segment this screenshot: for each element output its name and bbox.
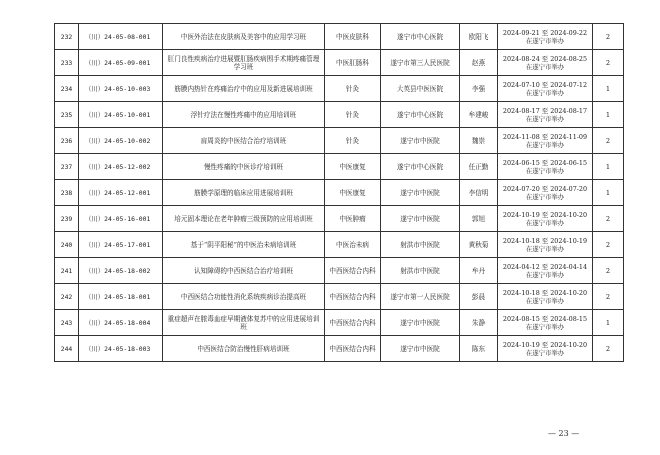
course-code: （川）24-05-18-004 — [79, 310, 163, 336]
course-name: 重症超声在脓毒血症早期液体复苏中的应用进展培训班 — [163, 310, 325, 336]
responsible-person: 郭旭 — [460, 206, 498, 232]
department: 中西医结合内科 — [325, 310, 381, 336]
responsible-person: 牟建峻 — [460, 102, 498, 128]
venue-text: 在遂宁市举办 — [525, 166, 565, 175]
time-location — [498, 50, 593, 76]
course-name: 筋膜内热针在疼痛治疗中的应用及新进展培训班 — [163, 76, 325, 102]
hospital-name: 遂宁市中医院 — [381, 310, 460, 336]
venue-text: 在遂宁市举办 — [525, 36, 565, 45]
course-code: （川）24-05-18-003 — [79, 336, 163, 362]
department: 中西医结合内科 — [325, 258, 381, 284]
venue-text: 在遂宁市举办 — [525, 348, 565, 357]
hospital-name: 遂宁市中心医院 — [381, 102, 460, 128]
department: 中医治未病 — [325, 232, 381, 258]
time-location — [498, 128, 593, 154]
department: 中医肛肠科 — [325, 50, 381, 76]
time-range: 2024-10-18 至 2024-10-20 — [502, 288, 588, 297]
credit-value: 1 — [593, 154, 624, 180]
hospital-name: 射洪市中医院 — [381, 232, 460, 258]
table-row — [55, 154, 624, 180]
hospital-name: 遂宁市中心医院 — [381, 154, 460, 180]
time-range: 2024-10-19 至 2024-10-20 — [502, 210, 588, 219]
course-name: 中医外治法在皮肤病及美容中的应用学习班 — [163, 24, 325, 50]
course-name: 肛门良性疾病治疗进展暨肛肠疾病围手术期疼痛管理学习班 — [163, 50, 325, 76]
credit-value: 1 — [593, 310, 624, 336]
table-row — [55, 310, 624, 336]
table-row — [55, 206, 624, 232]
table-row — [55, 180, 624, 206]
time-location — [498, 232, 593, 258]
time-location — [498, 284, 593, 310]
department: 中医肿瘤 — [325, 206, 381, 232]
department: 针灸 — [325, 128, 381, 154]
table-row — [55, 102, 624, 128]
responsible-person: 魏崇 — [460, 128, 498, 154]
responsible-person: 牟丹 — [460, 258, 498, 284]
time-range: 2024-10-19 至 2024-10-20 — [502, 340, 588, 349]
hospital-name: 射洪市中医院 — [381, 258, 460, 284]
credit-value: 2 — [593, 24, 624, 50]
course-code: （川）24-05-10-001 — [79, 102, 163, 128]
venue-text: 在遂宁市举办 — [525, 270, 565, 279]
course-code: （川）24-05-09-001 — [79, 50, 163, 76]
responsible-person: 任正勤 — [460, 154, 498, 180]
row-number: 238 — [55, 180, 79, 206]
row-number: 244 — [55, 336, 79, 362]
course-name: 浮针疗法在慢性疼痛中的应用培训班 — [163, 102, 325, 128]
hospital-name: 遂宁市第一人民医院 — [381, 284, 460, 310]
time-range: 2024-10-18 至 2024-10-19 — [502, 236, 588, 245]
time-location — [498, 310, 593, 336]
time-range: 2024-06-15 至 2024-06-15 — [502, 158, 588, 167]
department: 中医康复 — [325, 154, 381, 180]
course-code: （川）24-05-10-002 — [79, 128, 163, 154]
venue-text: 在遂宁市举办 — [525, 140, 565, 149]
venue-text: 在遂宁市举办 — [525, 192, 565, 201]
responsible-person: 陈东 — [460, 336, 498, 362]
time-range: 2024-07-10 至 2024-07-12 — [502, 80, 588, 89]
course-name: 培元固本理论在老年肿瘤三级预防的应用培训班 — [163, 206, 325, 232]
row-number: 241 — [55, 258, 79, 284]
time-location — [498, 154, 593, 180]
hospital-name: 遂宁市第三人民医院 — [381, 50, 460, 76]
venue-text: 在遂宁市举办 — [525, 88, 565, 97]
row-number: 234 — [55, 76, 79, 102]
table-row — [55, 336, 624, 362]
venue-text: 在遂宁市举办 — [525, 296, 565, 305]
department: 中医康复 — [325, 180, 381, 206]
time-range: 2024-11-08 至 2024-11-09 — [502, 132, 588, 141]
time-range: 2024-09-21 至 2024-09-22 — [502, 28, 588, 37]
row-number: 237 — [55, 154, 79, 180]
course-code: （川）24-05-08-001 — [79, 24, 163, 50]
time-location — [498, 206, 593, 232]
responsible-person: 欧阳飞 — [460, 24, 498, 50]
row-number: 232 — [55, 24, 79, 50]
hospital-name: 遂宁市中医院 — [381, 128, 460, 154]
page-number: — 23 — — [548, 429, 580, 438]
department: 中西医结合内科 — [325, 336, 381, 362]
credit-value: 2 — [593, 128, 624, 154]
credit-value: 1 — [593, 76, 624, 102]
venue-text: 在遂宁市举办 — [525, 244, 565, 253]
course-code: （川）24-05-18-002 — [79, 258, 163, 284]
credit-value: 1 — [593, 102, 624, 128]
course-name: 筋膜学原理的临床应用进展培训班 — [163, 180, 325, 206]
row-number: 243 — [55, 310, 79, 336]
time-range: 2024-08-17 至 2024-08-17 — [502, 106, 588, 115]
course-code: （川）24-05-18-001 — [79, 284, 163, 310]
venue-text: 在遂宁市举办 — [525, 62, 565, 71]
hospital-name: 遂宁市中心医院 — [381, 24, 460, 50]
table-row — [55, 24, 624, 50]
responsible-person: 彭晨 — [460, 284, 498, 310]
course-code: （川）24-05-16-001 — [79, 206, 163, 232]
venue-text: 在遂宁市举办 — [525, 218, 565, 227]
hospital-name: 遂宁市中医院 — [381, 206, 460, 232]
row-number: 236 — [55, 128, 79, 154]
hospital-name: 大英县中医医院 — [381, 76, 460, 102]
course-code: （川）24-05-12-002 — [79, 154, 163, 180]
venue-text: 在遂宁市举办 — [525, 114, 565, 123]
course-name: 基于“阴平阳秘”的中医治未病培训班 — [163, 232, 325, 258]
time-location — [498, 24, 593, 50]
table-row — [55, 258, 624, 284]
department: 中西医结合内科 — [325, 284, 381, 310]
credit-value: 2 — [593, 232, 624, 258]
time-range: 2024-08-15 至 2024-08-15 — [502, 314, 588, 323]
responsible-person: 李强 — [460, 76, 498, 102]
department: 中医皮肤科 — [325, 24, 381, 50]
table-row — [55, 76, 624, 102]
department: 针灸 — [325, 102, 381, 128]
course-name: 中西医结合防治慢性肝病培训班 — [163, 336, 325, 362]
row-number: 240 — [55, 232, 79, 258]
course-name: 肩周炎的中医结合治疗培训班 — [163, 128, 325, 154]
course-name: 慢性疼痛的中医诊疗培训班 — [163, 154, 325, 180]
table-row — [55, 50, 624, 76]
course-code: （川）24-05-12-001 — [79, 180, 163, 206]
course-table — [54, 23, 624, 362]
department: 针灸 — [325, 76, 381, 102]
course-name: 认知障碍的中西医结合治疗培训班 — [163, 258, 325, 284]
table-row — [55, 128, 624, 154]
table-row — [55, 232, 624, 258]
credit-value: 2 — [593, 284, 624, 310]
hospital-name: 遂宁市中医院 — [381, 336, 460, 362]
table-row — [55, 284, 624, 310]
time-location — [498, 336, 593, 362]
row-number: 235 — [55, 102, 79, 128]
time-location — [498, 180, 593, 206]
course-code: （川）24-05-17-001 — [79, 232, 163, 258]
credit-value: 2 — [593, 206, 624, 232]
credit-value: 2 — [593, 258, 624, 284]
time-location — [498, 258, 593, 284]
time-range: 2024-04-12 至 2024-04-14 — [502, 262, 588, 271]
row-number: 242 — [55, 284, 79, 310]
table-body — [55, 24, 624, 362]
credit-value: 1 — [593, 180, 624, 206]
credit-value: 2 — [593, 336, 624, 362]
responsible-person: 赵燕 — [460, 50, 498, 76]
time-range: 2024-07-20 至 2024-07-20 — [502, 184, 588, 193]
time-location — [498, 102, 593, 128]
time-location — [498, 76, 593, 102]
time-range: 2024-08-24 至 2024-08-25 — [502, 54, 588, 63]
responsible-person: 朱静 — [460, 310, 498, 336]
credit-value: 2 — [593, 50, 624, 76]
hospital-name: 遂宁市中医院 — [381, 180, 460, 206]
responsible-person: 黄秋菊 — [460, 232, 498, 258]
course-name: 中西医结合功能性消化系统疾病诊治提高班 — [163, 284, 325, 310]
row-number: 239 — [55, 206, 79, 232]
row-number: 233 — [55, 50, 79, 76]
course-code: （川）24-05-10-003 — [79, 76, 163, 102]
venue-text: 在遂宁市举办 — [525, 322, 565, 331]
responsible-person: 李信明 — [460, 180, 498, 206]
